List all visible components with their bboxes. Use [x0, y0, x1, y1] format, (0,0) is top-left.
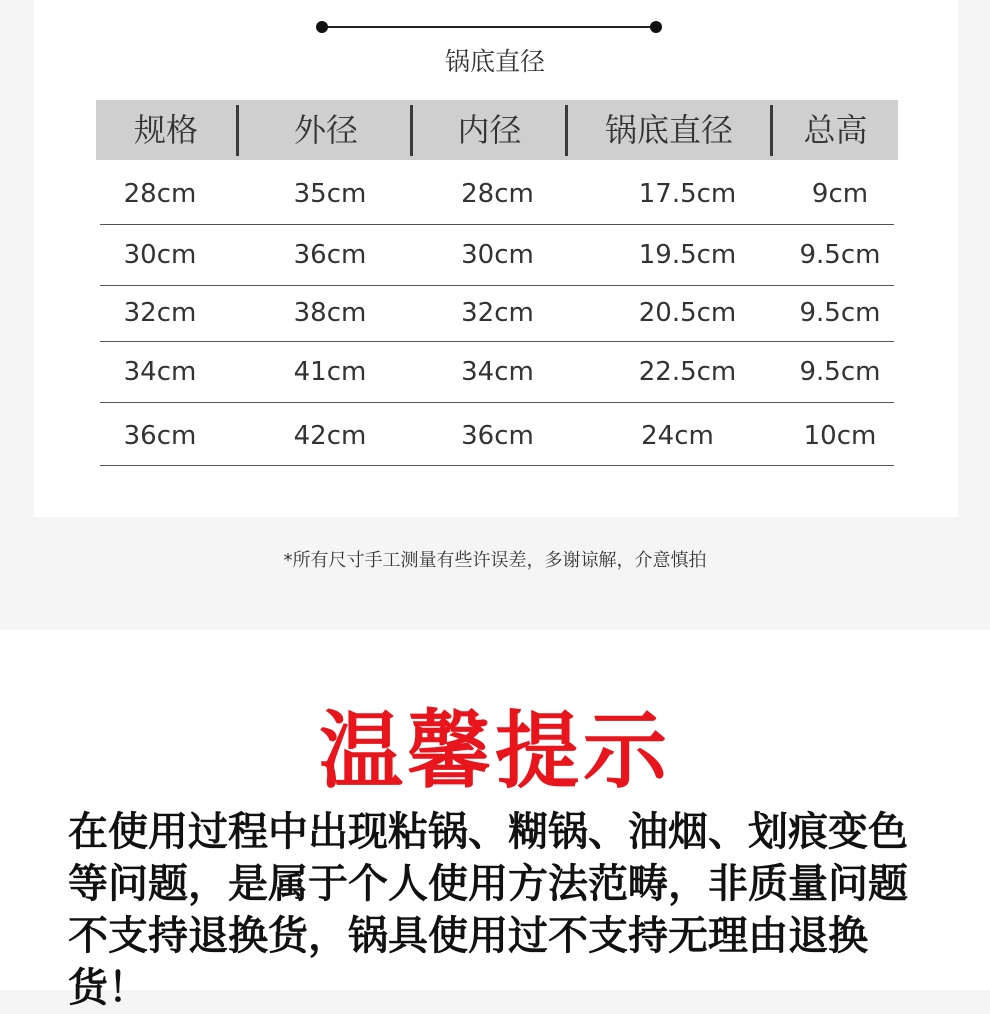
header-spec: 规格	[133, 111, 198, 149]
table-row	[100, 164, 894, 225]
header-outer-diameter: 外径	[293, 111, 358, 149]
cell-outer: 42cm	[293, 421, 367, 451]
warm-tips-section	[0, 630, 990, 1011]
cell-height: 9.5cm	[799, 357, 881, 387]
dimension-dot-right	[650, 21, 662, 33]
table-row	[100, 342, 894, 403]
cell-inner: 36cm	[461, 421, 534, 451]
header-bottom-diameter: 锅底直径	[604, 111, 733, 149]
cell-bottom: 24cm	[641, 421, 714, 451]
cell-outer: 38cm	[293, 298, 367, 328]
cell-height: 9.5cm	[799, 298, 881, 328]
header-total-height: 总高	[803, 111, 868, 149]
cell-inner: 30cm	[461, 240, 534, 270]
cell-inner: 32cm	[461, 298, 534, 328]
cell-bottom: 20.5cm	[638, 298, 737, 328]
warm-tips-title: 温馨提示	[318, 702, 671, 800]
dimension-line	[322, 26, 656, 28]
cell-spec: 30cm	[123, 240, 197, 270]
cell-outer: 41cm	[293, 357, 367, 387]
cell-height: 9cm	[811, 179, 869, 209]
dimension-label: 锅底直径	[444, 47, 545, 76]
cell-spec: 32cm	[123, 298, 197, 328]
warm-tips-body: 在使用过程中出现粘锅、糊锅、油烟、划痕变色等问题，是属于个人使用方法范畴，非质量问题不支持退换货，锅具使用过不支持无理由退换货！	[68, 809, 908, 1011]
cell-spec: 36cm	[123, 421, 197, 451]
cell-outer: 36cm	[293, 240, 367, 270]
cell-bottom: 19.5cm	[638, 240, 737, 270]
measurement-note: *所有尺寸手工测量有些许误差，多谢谅解，介意慎拍	[283, 550, 707, 571]
cell-bottom: 17.5cm	[638, 179, 737, 209]
cell-height: 10cm	[803, 421, 877, 451]
table-row	[100, 286, 894, 342]
cell-spec: 28cm	[123, 179, 197, 209]
cell-bottom: 22.5cm	[638, 357, 737, 387]
cell-inner: 34cm	[461, 357, 534, 387]
header-inner-diameter: 内径	[457, 111, 522, 149]
cell-outer: 35cm	[293, 179, 367, 209]
cell-spec: 34cm	[123, 357, 197, 387]
dimension-dot-left	[316, 21, 328, 33]
cell-inner: 28cm	[461, 179, 534, 209]
size-table-header	[96, 100, 898, 160]
table-row	[100, 403, 894, 466]
table-row	[100, 225, 894, 286]
cell-height: 9.5cm	[799, 240, 881, 270]
